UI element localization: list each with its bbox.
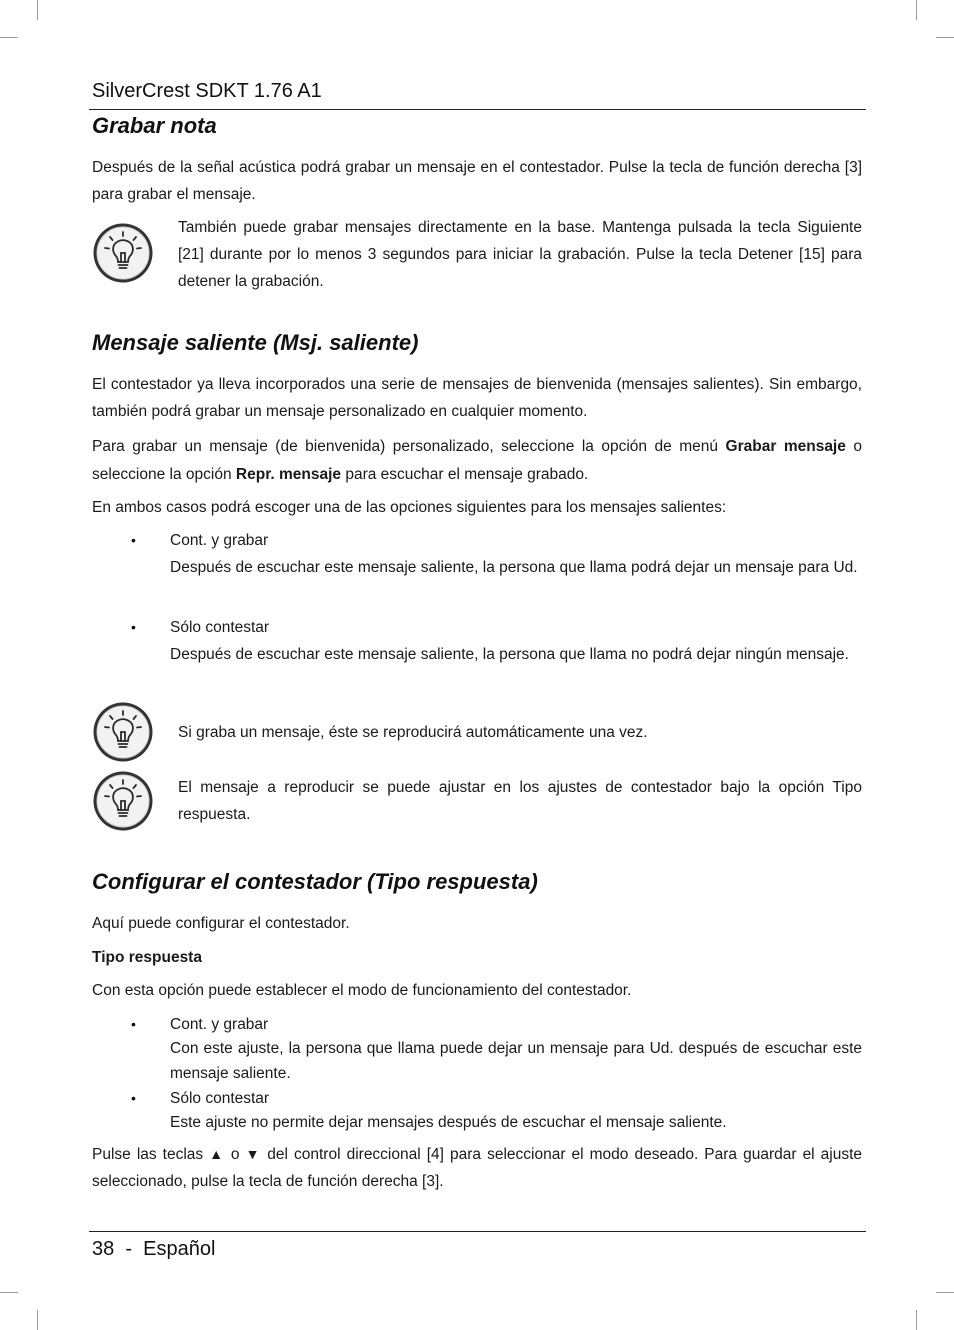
footer-language: Español	[143, 1238, 216, 1260]
section-heading-configurar-contestador: Configurar el contestador (Tipo respuesta)	[92, 869, 538, 894]
crop-mark	[37, 0, 38, 20]
crop-mark	[0, 37, 18, 38]
text: Para grabar un mensaje (de bienvenida) personalizado, seleccione la opción de menú	[92, 438, 719, 455]
list-item-title: Cont. y grabar	[170, 1016, 269, 1033]
section-heading-grabar-nota: Grabar nota	[92, 113, 217, 138]
list-item-title: Cont. y grabar	[170, 532, 269, 549]
lightbulb-icon	[92, 701, 154, 763]
menu-option-repr-mensaje: Repr. mensaje	[235, 466, 342, 483]
crop-mark	[936, 1292, 954, 1293]
section-heading-mensaje-saliente: Mensaje saliente (Msj. saliente)	[92, 330, 419, 355]
bullet: •	[131, 619, 136, 635]
arrow-down-icon: ▼	[245, 1146, 262, 1162]
page-footer	[92, 1238, 215, 1261]
crop-mark	[0, 1292, 18, 1293]
bullet: •	[131, 1016, 136, 1032]
note-text: Si graba un mensaje, éste se reproducirá automáticamente una vez.	[178, 724, 648, 741]
paragraph: Aquí puede configurar el contestador.	[92, 915, 350, 932]
text: o seleccione la opción	[92, 438, 862, 483]
paragraph: En ambos casos podrá escoger una de las opciones siguientes para los mensajes salientes:	[92, 499, 727, 516]
footer-rule	[89, 1231, 866, 1232]
menu-option-grabar-mensaje: Grabar mensaje	[725, 438, 846, 455]
note-text: El mensaje a reproducir se puede ajustar en los ajustes de contestador bajo la opción Tipo respuesta.	[178, 779, 862, 823]
bullet: •	[131, 1090, 136, 1106]
crop-mark	[37, 1310, 38, 1330]
paragraph: El contestador ya lleva incorporados una serie de mensajes de bienvenida (mensajes salientes). Sin embargo, también podrá grabar un mensaje personalizado en cualquier momento.	[92, 376, 862, 420]
list-item-title: Sólo contestar	[170, 1090, 270, 1107]
list-item-description: Este ajuste no permite dejar mensajes después de escuchar el mensaje saliente.	[170, 1114, 727, 1131]
lightbulb-icon	[92, 770, 154, 832]
list-item-title: Sólo contestar	[170, 619, 270, 636]
bullet: •	[131, 532, 136, 548]
crop-mark	[936, 37, 954, 38]
header-rule	[89, 109, 866, 110]
paragraph: Después de la señal acústica podrá grabar un mensaje en el contestador. Pulse la tecla de función derecha [3] para grabar el mensaje.	[92, 159, 862, 203]
text: o	[230, 1146, 240, 1163]
page-header-title: SilverCrest SDKT 1.76 A1	[92, 80, 322, 102]
text: para escuchar el mensaje grabado.	[345, 466, 589, 483]
list-item-description: Después de escuchar este mensaje saliente, la persona que llama podrá dejar un mensaje para Ud.	[170, 559, 858, 576]
arrow-up-icon: ▲	[209, 1146, 225, 1162]
list-item-description: Con este ajuste, la persona que llama puede dejar un mensaje para Ud. después de escuchar este mensaje saliente.	[170, 1040, 862, 1082]
subheading-tipo-respuesta: Tipo respuesta	[92, 949, 202, 966]
lightbulb-icon	[92, 222, 154, 284]
paragraph-menu-options	[92, 433, 862, 489]
list-item-description: Después de escuchar este mensaje saliente, la persona que llama no podrá dejar ningún mensaje.	[170, 646, 849, 663]
page-number: 38	[92, 1238, 115, 1260]
paragraph: Con esta opción puede establecer el modo de funcionamiento del contestador.	[92, 982, 632, 999]
text: del control direccional [4] para seleccionar el modo deseado. Para guardar el ajuste seleccionado, pulse la tecla de función derecha [3].	[92, 1146, 863, 1190]
text: Pulse las teclas	[92, 1146, 204, 1163]
paragraph-direction-keys	[92, 1141, 862, 1195]
footer-separator: -	[125, 1238, 133, 1260]
crop-mark	[916, 1310, 917, 1330]
crop-mark	[916, 0, 917, 20]
note-text: También puede grabar mensajes directamente en la base. Mantenga pulsada la tecla Siguiente [21] durante por lo menos 3 segundos para iniciar la grabación. Pulse la tecla Detener [15] para detener la grabación.	[178, 219, 862, 290]
